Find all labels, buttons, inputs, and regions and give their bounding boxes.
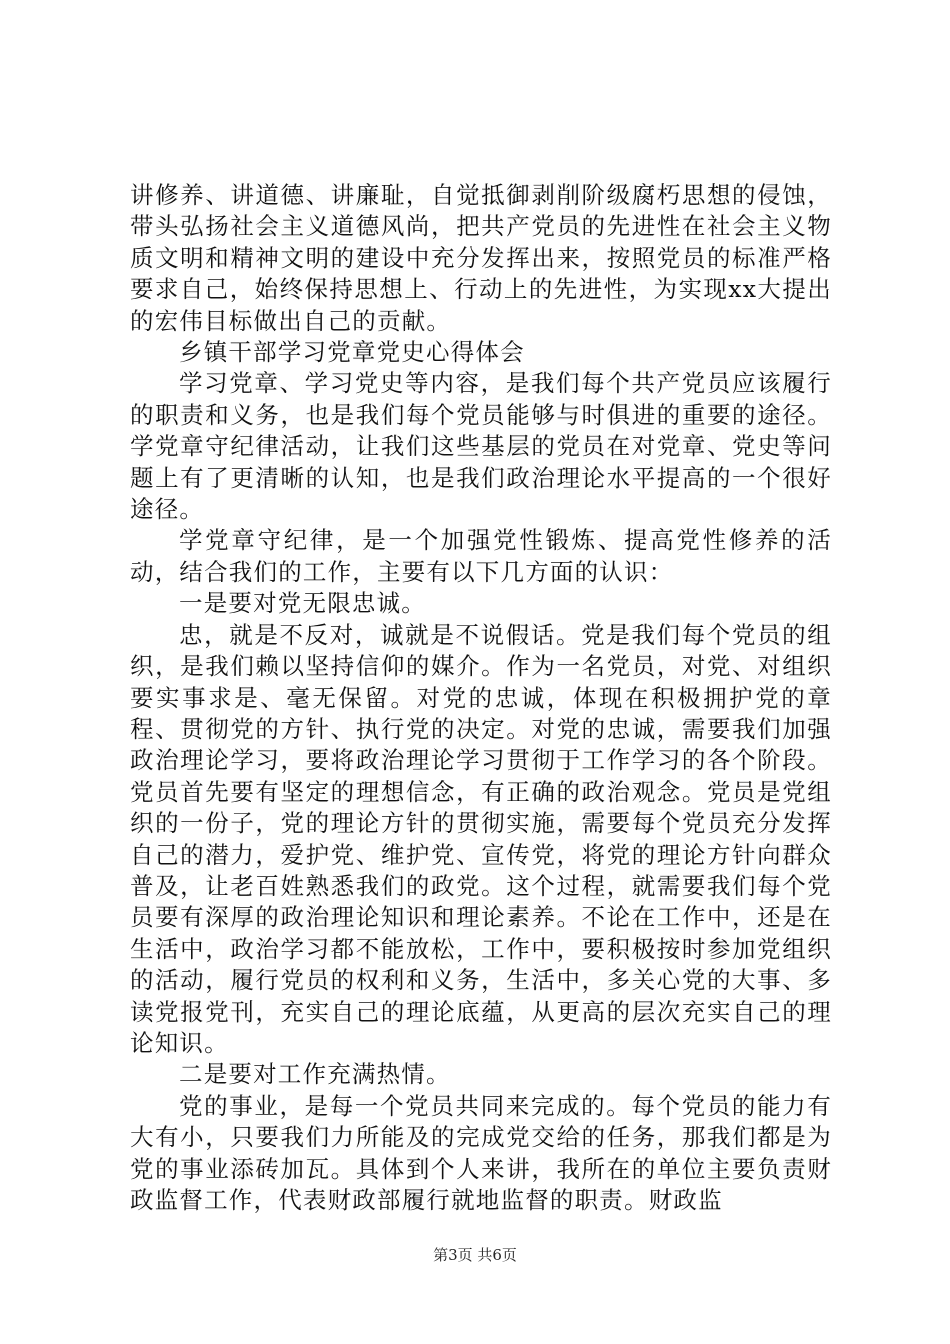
paragraph-intro: 学习党章、学习党史等内容，是我们每个共产党员应该履行的职责和义务，也是我们每个党员能够与时俱进的重要的途径。学党章守纪律活动，让我们这些基层的党员在对党章、党史等问题上有了更清晰的认知，也是我们政治理论水平提高的一个很好途径。	[130, 369, 832, 524]
document-body	[130, 180, 832, 1216]
paragraph-work: 党的事业，是每一个党员共同来完成的。每个党员的能力有大有小，只要我们力所能及的完成党交给的任务，那我们都是为党的事业添砖加瓦。具体到个人来讲，我所在的单位主要负责财政监督工作，代表财政部履行就地监督的职责。财政监	[130, 1091, 832, 1214]
paragraph-understanding: 学党章守纪律，是一个加强党性锻炼、提高党性修养的活动，结合我们的工作，主要有以下几方面的认识：	[130, 526, 832, 586]
paragraph-continuation: 讲修养、讲道德、讲廉耻，自觉抵御剥削阶级腐朽思想的侵蚀，带头弘扬社会主义道德风尚，把共产党员的先进性在社会主义物质文明和精神文明的建设中充分发挥出来，按照党员的标准严格要求自己，始终保持思想上、行动上的先进性，为实现xx大提出的宏伟目标做出自己的贡献。	[130, 181, 832, 335]
heading-point-one: 一是要对党无限忠诚。	[179, 589, 426, 618]
article-title: 乡镇干部学习党章党史心得体会	[179, 338, 525, 367]
page-number-footer: 第3页 共6页	[433, 1246, 517, 1264]
heading-point-two: 二是要对工作充满热情。	[179, 1060, 451, 1089]
paragraph-loyalty: 忠，就是不反对，诚就是不说假话。党是我们每个党员的组织，是我们赖以坚持信仰的媒介。作为一名党员，对党、对组织要实事求是、毫无保留。对党的忠诚，体现在积极拥护党的章程、贯彻党的方针、执行党的决定。对党的忠诚，需要我们加强政治理论学习，要将政治理论学习贯彻于工作学习的各个阶段。党员首先要有坚定的理想信念，有正确的政治观念。党员是党组织的一份子，党的理论方针的贯彻实施，需要每个党员充分发挥自己的潜力，爱护党、维护党、宣传党，将党的理论方针向群众普及，让老百姓熟悉我们的政党。这个过程，就需要我们每个党员要有深厚的政治理论知识和理论素养。不论在工作中，还是在生活中，政治学习都不能放松，工作中，要积极按时参加党组织的活动，履行党员的权利和义务，生活中，多关心党的大事、多读党报党刊，充实自己的理论底蕴，从更高的层次充实自己的理论知识。	[130, 620, 832, 1057]
